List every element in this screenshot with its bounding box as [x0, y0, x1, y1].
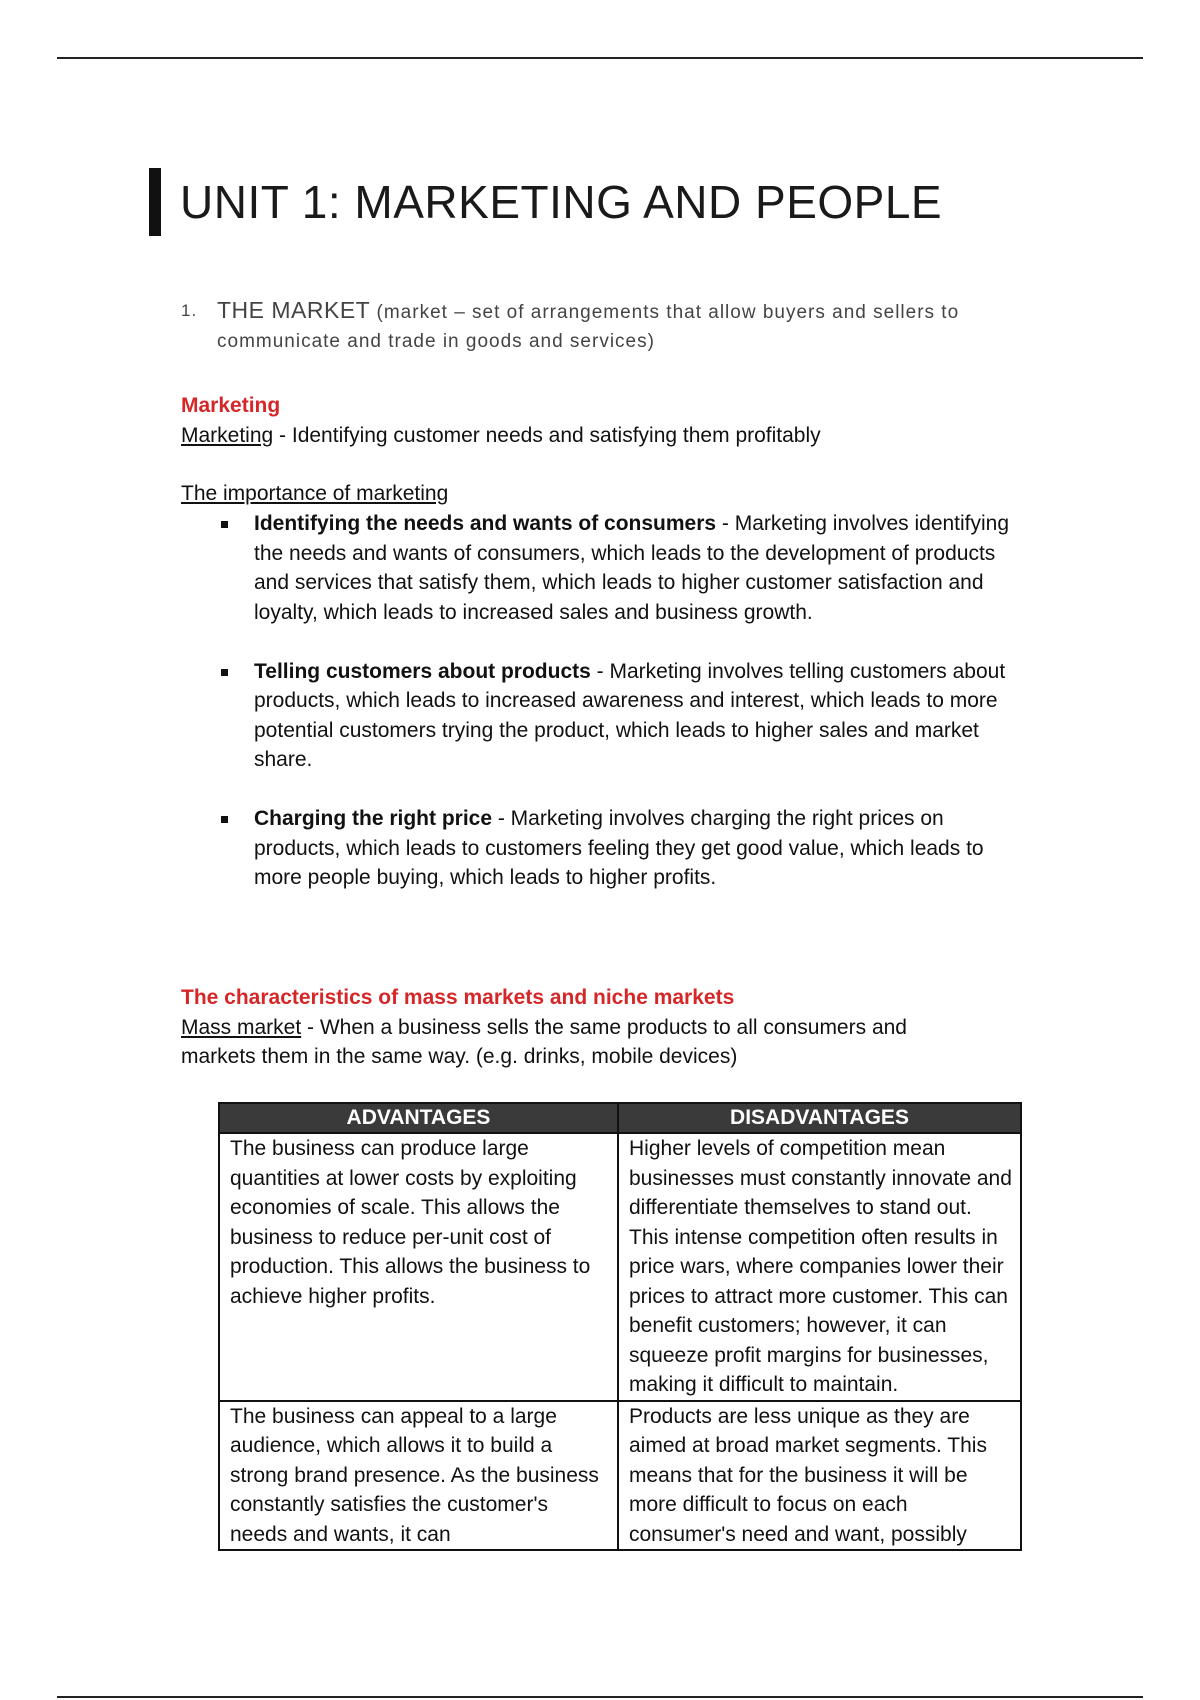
marketing-definition — [181, 421, 1021, 450]
disadvantages-header: DISADVANTAGES — [618, 1103, 1021, 1133]
table-row — [219, 1401, 1021, 1551]
bullet-square-icon — [221, 816, 228, 823]
bullet-item — [220, 804, 1010, 893]
bullet-text: - Marketing involves identifying the needs and wants of consumers, which leads to the development of products and services that satisfy them, which leads to higher customer satisfaction and loyalty, which leads to increased sales and business growth. — [254, 512, 1010, 624]
disadvantage-cell: Higher levels of competition mean businesses must constantly innovate and differentiate themselves to stand out. This intense competition often results in price wars, where companies lower their prices to attract more customer. This can benefit customers; however, it can squeeze profit margins for businesses, making it difficult to maintain. — [618, 1133, 1021, 1401]
bottom-rule — [57, 1696, 1143, 1698]
bullet-bold: Telling customers about products — [254, 659, 591, 683]
advantages-header: ADVANTAGES — [219, 1103, 618, 1133]
section-lead: THE MARKET — [217, 297, 371, 323]
title-block — [149, 168, 942, 236]
bullet-bold: Identifying the needs and wants of consumers — [254, 512, 717, 535]
mass-market-definition-text: - When a business sells the same products to all consumers and markets them in the same way. (e.g. drinks, mobile devices) — [181, 1016, 907, 1068]
top-rule — [57, 57, 1143, 59]
bullet-bold: Charging the right price — [254, 807, 493, 830]
bullet-item — [220, 509, 1010, 627]
title-accent-bar — [149, 168, 161, 236]
marketing-term: Marketing — [181, 424, 274, 447]
importance-heading — [181, 479, 1021, 508]
page-title: UNIT 1: MARKETING AND PEOPLE — [180, 176, 943, 228]
section-number: 1. — [181, 301, 198, 320]
importance-heading-text: The importance of marketing — [181, 482, 449, 505]
bullet-text: - Marketing involves telling customers about products, which leads to increased awareness and interest, which leads to more potential customers trying the product, which leads to higher sales and market share. — [254, 659, 1006, 771]
table-header-row — [219, 1103, 1021, 1133]
mass-market-definition — [181, 1013, 961, 1071]
importance-bullet-list — [220, 509, 1010, 893]
characteristics-heading-text: The characteristics of mass markets and niche markets — [181, 986, 735, 1009]
section-definition: (market – set of arrangements that allow buyers and sellers to communicate and trade in goods and services) — [217, 302, 960, 352]
marketing-heading-text: Marketing — [181, 394, 281, 417]
bullet-text: - Marketing involves charging the right prices on products, which leads to customers feeling they get good value, which leads to more people buying, which leads to higher profits. — [254, 807, 984, 889]
section-heading — [181, 296, 1011, 356]
mass-market-term: Mass market — [181, 1016, 302, 1039]
characteristics-heading — [181, 983, 1021, 1012]
advantage-cell: The business can appeal to a large audience, which allows it to build a strong brand presence. As the business constantly satisfies the customer's needs and wants, it can — [219, 1401, 618, 1551]
marketing-heading — [181, 391, 1021, 420]
bullet-square-icon — [221, 669, 228, 676]
mass-market-table — [218, 1102, 1022, 1551]
bullet-item — [220, 657, 1010, 775]
table-row — [219, 1133, 1021, 1401]
disadvantage-cell: Products are less unique as they are aimed at broad market segments. This means that for the business it will be more difficult to focus on each consumer's need and want, possibly — [618, 1401, 1021, 1551]
advantage-cell: The business can produce large quantities at lower costs by exploiting economies of scale. This allows the business to reduce per-unit cost of production. This allows the business to achieve higher profits. — [219, 1133, 618, 1401]
marketing-definition-text: - Identifying customer needs and satisfying them profitably — [273, 424, 821, 447]
bullet-square-icon — [221, 521, 228, 528]
section-heading-body — [217, 296, 1011, 356]
